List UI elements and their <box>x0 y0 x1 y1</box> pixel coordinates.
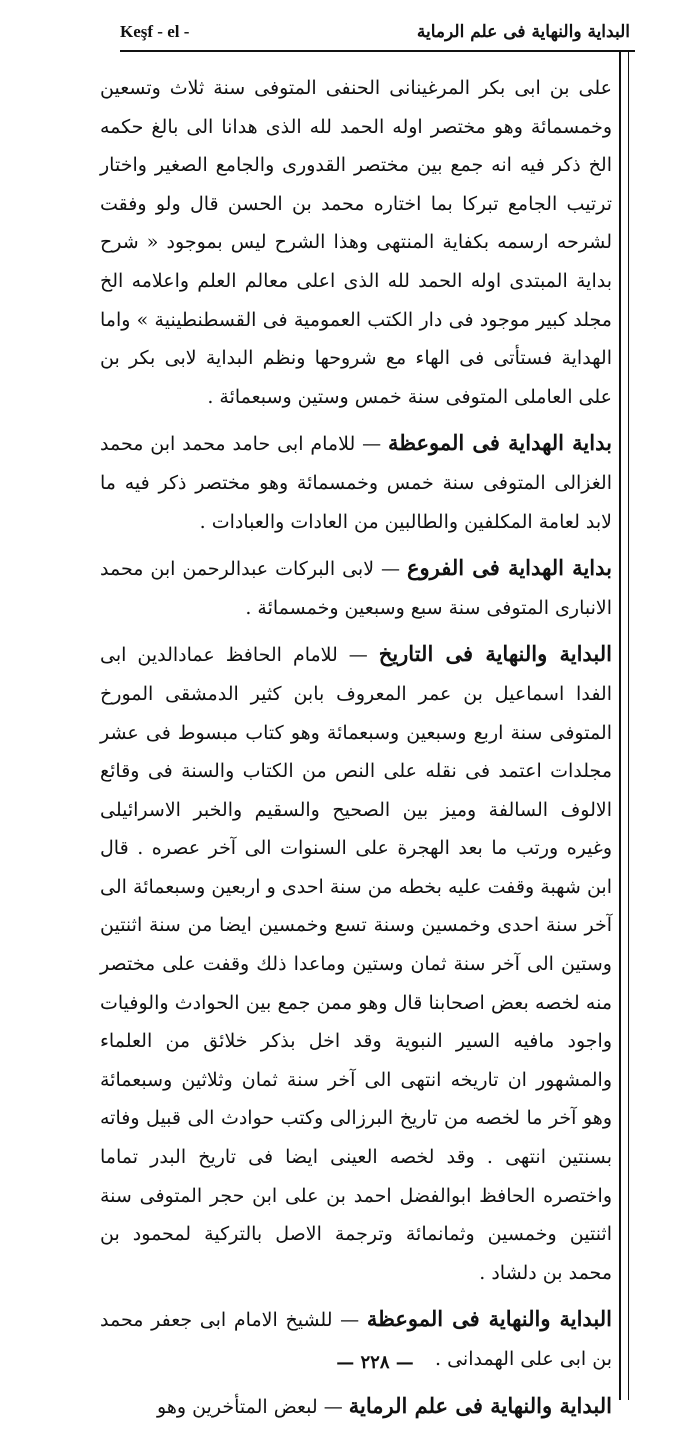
entry-heading: بداية الهداية فى الفروع <box>406 555 612 581</box>
entry-text: — للامام الحافظ عمادالدين ابى الفدا اسماعيل بن عمر المعروف بابن كثير الدمشقى المورخ المتوفى سنة اربع وسبعين وسبعمائة وهو كتاب مبسوط فى عشر مجلدات اعتمد فى نقله على النص من الكتاب والسنة فى وقائع الالوف السالفة وميز بين الصحيح والسقيم والخبر الاسرائيلى وغيره ورتب ما بعد الهجرة على السنوات الى آخر عصره . قال ابن شهبة وقفت عليه بخطه من سنة احدى و اربعين وسبعمائة الى آخر سنة احدى وخمسين وسنة تسع وخمسين ايضا من سنة اثنتين وستين الى آخر سنة ثمان وستين وماعدا ذلك وقفت على مختصر منه لخصه بعض اصحابنا قال وهو ممن جمع بين الحوادث والوفيات واجود مافيه السير النبوية وقد اخل بذكر خلائق من العلماء والمشهور ان تاريخه انتهى الى آخر سنة ثمان وثلاثين وسبعمائة وهو آخر ما لخصه من تاريخ البرزالى وكتب حوادث الى قبيل وفاته بسنتين انتهى . وقد لخصه العينى ايضا فى تاريخ البدر تماما واختصره الحافظ ابوالفضل احمد بن على ابن حجر المتوفى سنة اثنتين وخمسين وثمانمائة وترجمة الاصل بالتركية لمحمود بن محمد بن دلشاد . <box>100 644 613 1284</box>
paragraph <box>100 1387 612 1427</box>
entry-text: — للشيخ الامام ابى جعفر محمد بن ابى على الهمدانى . <box>100 1309 612 1370</box>
entry-text: — لابى البركات عبدالرحمن ابن محمد الانبارى المتوفى سنة سبع وسبعين وخمسمائة . <box>100 558 612 619</box>
entry-heading: البداية والنهاية فى علم الرماية <box>348 1392 612 1418</box>
entry-heading: بداية الهداية فى الموعظة <box>388 430 612 456</box>
entry-text: على بن ابى بكر المرغينانى الحنفى المتوفى سنة ثلاث وتسعين وخمسمائة وهو مختصر اوله الحمد لله الذى هدانا الى بالغ حكمه الخ ذكر فيه انه جمع بين مختصر القدورى والجامع الصغير واختار ترتيب الجامع تبركا بما اختاره محمد بن الحسن قال ولو وفقت لشرحه ارسمه بكفاية المنتهى وهذا الشرح ليس بموجود « شرح بداية المبتدى اوله الحمد لله الذى اعلى معالم العلم واعلامه الخ مجلد كبير موجود فى دار الكتب العمومية فى القسطنطينية » واما الهداية فستأتى فى الهاء مع شروحها ونظم البداية لابى بكر بن على العاملى المتوفى سنة خمس وستين وسبعمائة . <box>100 77 613 408</box>
body-text <box>100 68 612 1434</box>
entry-text: — للامام ابى حامد محمد ابن محمد الغزالى المتوفى سنة خمس وخمسمائة وهو مختصر ذكر فيه ما لابد لعامة المكلفين والطالبين من العادات والعبادات . <box>100 433 612 533</box>
page-number: — ٢٢٨ — <box>336 1352 414 1373</box>
paragraph <box>100 68 612 416</box>
margin-rule-inner <box>619 50 621 1400</box>
running-header <box>120 14 630 50</box>
header-rule <box>120 50 635 52</box>
entry-heading: البداية والنهاية فى التاريخ <box>378 641 612 667</box>
entry-heading: البداية والنهاية فى الموعظة <box>366 1306 613 1332</box>
paragraph <box>100 424 612 541</box>
paragraph <box>100 635 612 1292</box>
margin-rule-outer <box>628 50 629 1400</box>
header-left: Keşf - el - <box>120 22 190 41</box>
paragraph <box>100 549 612 627</box>
header-right: البداية والنهاية فى علم الرماية <box>416 22 630 42</box>
entry-text: — لبعض المتأخرين وهو <box>157 1395 349 1418</box>
